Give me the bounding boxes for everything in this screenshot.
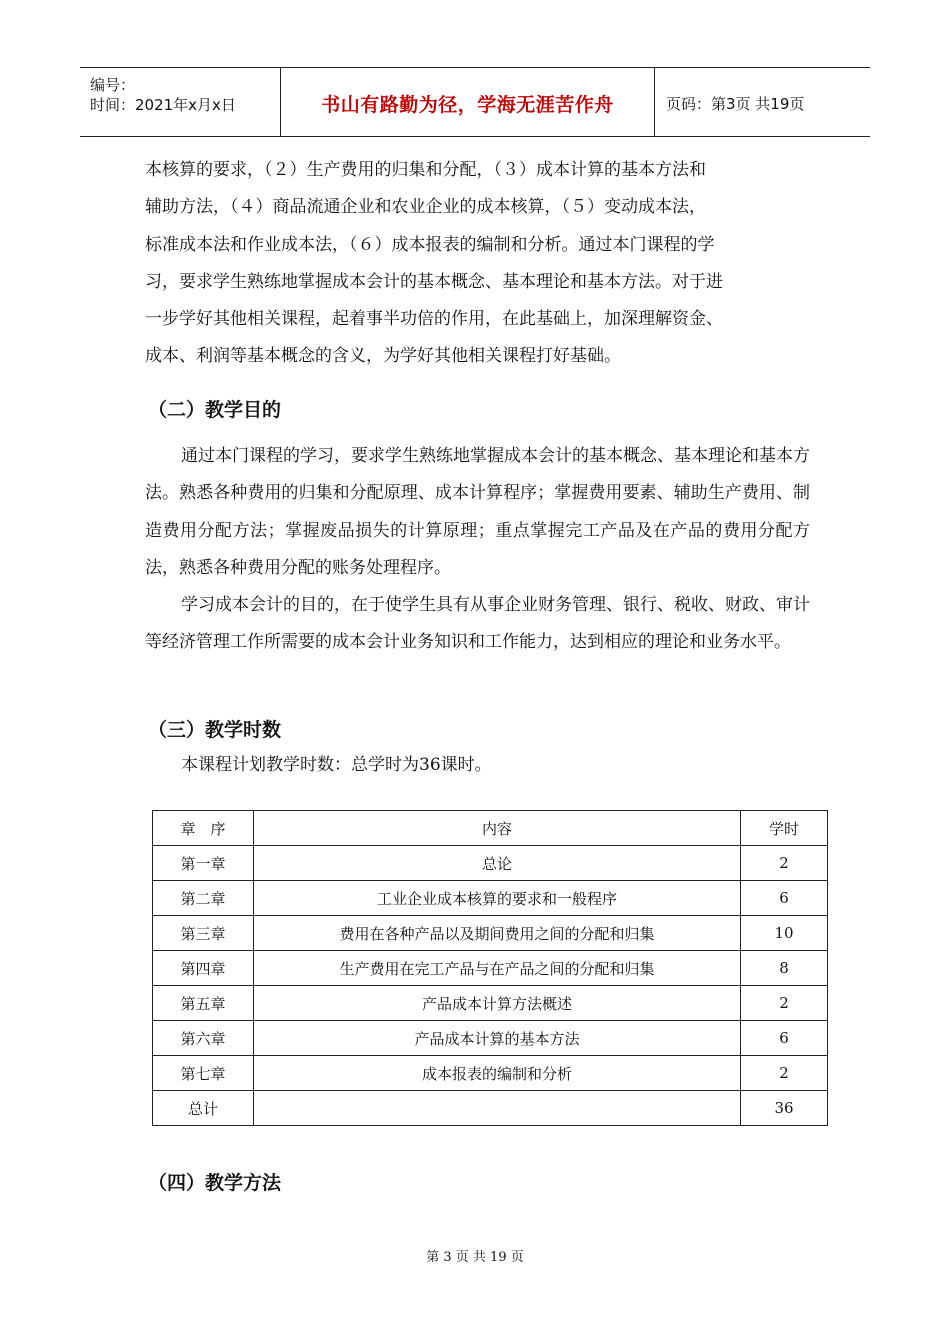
row-hours: 2 <box>741 1056 828 1091</box>
teaching-goal-paragraph-2: 学习成本会计的目的，在于使学生具有从事企业财务管理、银行、税收、财政、审计等经济管理工作所需要的成本会计业务知识和工作能力，达到相应的理论和业务水平。 <box>145 595 810 653</box>
section-heading-teaching-goal: （二）教学目的 <box>148 399 282 421</box>
header-hours: 学时 <box>741 811 828 846</box>
table-row <box>153 1021 828 1056</box>
header-page-cell <box>656 68 870 136</box>
row-chapter: 第六章 <box>153 1021 254 1056</box>
row-hours: 6 <box>741 1021 828 1056</box>
row-hours: 2 <box>741 846 828 881</box>
row-chapter: 第五章 <box>153 986 254 1021</box>
row-chapter: 第二章 <box>153 881 254 916</box>
row-chapter: 第七章 <box>153 1056 254 1091</box>
header-motto: 书山有路勤为径，学海无涯苦作舟 <box>321 94 614 116</box>
table-row <box>153 846 828 881</box>
row-chapter: 第四章 <box>153 951 254 986</box>
section-heading-teaching-method: （四）教学方法 <box>148 1172 282 1194</box>
table-row <box>153 1056 828 1091</box>
intro-line: 习，要求学生熟练地掌握成本会计的基本概念、基本理论和基本方法。对于进 <box>145 271 723 292</box>
row-chapter: 第一章 <box>153 846 254 881</box>
row-hours: 10 <box>741 916 828 951</box>
row-hours: 8 <box>741 951 828 986</box>
intro-line: 一步学好其他相关课程，起着事半功倍的作用，在此基础上，加深理解资金、 <box>145 309 723 330</box>
header-chapter: 章 序 <box>153 811 254 846</box>
table-row <box>153 951 828 986</box>
teaching-goal-paragraph-1: 通过本门课程的学习，要求学生熟练地掌握成本会计的基本概念、基本理论和基本方法。熟悉各种费用的归集和分配原理、成本计算程序；掌握费用要素、辅助生产费用、制造费用分配方法；掌握废品损失的计算原理；重点掌握完工产品及在产品的费用分配方法，熟悉各种费用分配的账务处理程序。 <box>145 446 810 578</box>
intro-line: 辅助方法，（４）商品流通企业和农业企业的成本核算，（５）变动成本法， <box>145 197 706 218</box>
total-label: 总计 <box>153 1091 254 1126</box>
intro-paragraph <box>145 152 810 376</box>
row-content: 成本报表的编制和分析 <box>254 1056 741 1091</box>
table-total-row <box>153 1091 828 1126</box>
table-header-row <box>153 811 828 846</box>
teaching-hours-paragraph: 本课程计划教学时数：总学时为36课时。 <box>181 755 492 775</box>
intro-line: 本核算的要求，（２）生产费用的归集和分配，（３）成本计算的基本方法和 <box>145 160 706 180</box>
row-content: 工业企业成本核算的要求和一般程序 <box>254 881 741 916</box>
page-footer: 第 3 页 共 19 页 <box>426 1250 524 1265</box>
document-date-label: 时间：2021年x月x日 <box>90 96 236 114</box>
row-chapter: 第三章 <box>153 916 254 951</box>
header-meta-cell <box>80 68 281 136</box>
document-number-label: 编号： <box>90 76 136 94</box>
header-content: 内容 <box>254 811 741 846</box>
row-content: 产品成本计算的基本方法 <box>254 1021 741 1056</box>
row-content: 生产费用在完工产品与在产品之间的分配和归集 <box>254 951 741 986</box>
row-hours: 2 <box>741 986 828 1021</box>
teaching-hours-table <box>152 810 828 1126</box>
header-page-number: 页码：第3页 共19页 <box>666 95 805 113</box>
total-content <box>254 1091 741 1126</box>
table-row <box>153 916 828 951</box>
row-hours: 6 <box>741 881 828 916</box>
section-heading-teaching-hours: （三）教学时数 <box>148 719 282 741</box>
page-header <box>80 67 870 137</box>
row-content: 产品成本计算方法概述 <box>254 986 741 1021</box>
row-content: 总论 <box>254 846 741 881</box>
table-row <box>153 881 828 916</box>
table-row <box>153 986 828 1021</box>
header-motto-cell <box>281 68 655 136</box>
row-content: 费用在各种产品以及期间费用之间的分配和归集 <box>254 916 741 951</box>
intro-line: 标准成本法和作业成本法，（６）成本报表的编制和分析。通过本门课程的学 <box>145 234 715 255</box>
intro-line: 成本、利润等基本概念的含义，为学好其他相关课程打好基础。 <box>145 346 621 367</box>
total-hours: 36 <box>741 1091 828 1126</box>
